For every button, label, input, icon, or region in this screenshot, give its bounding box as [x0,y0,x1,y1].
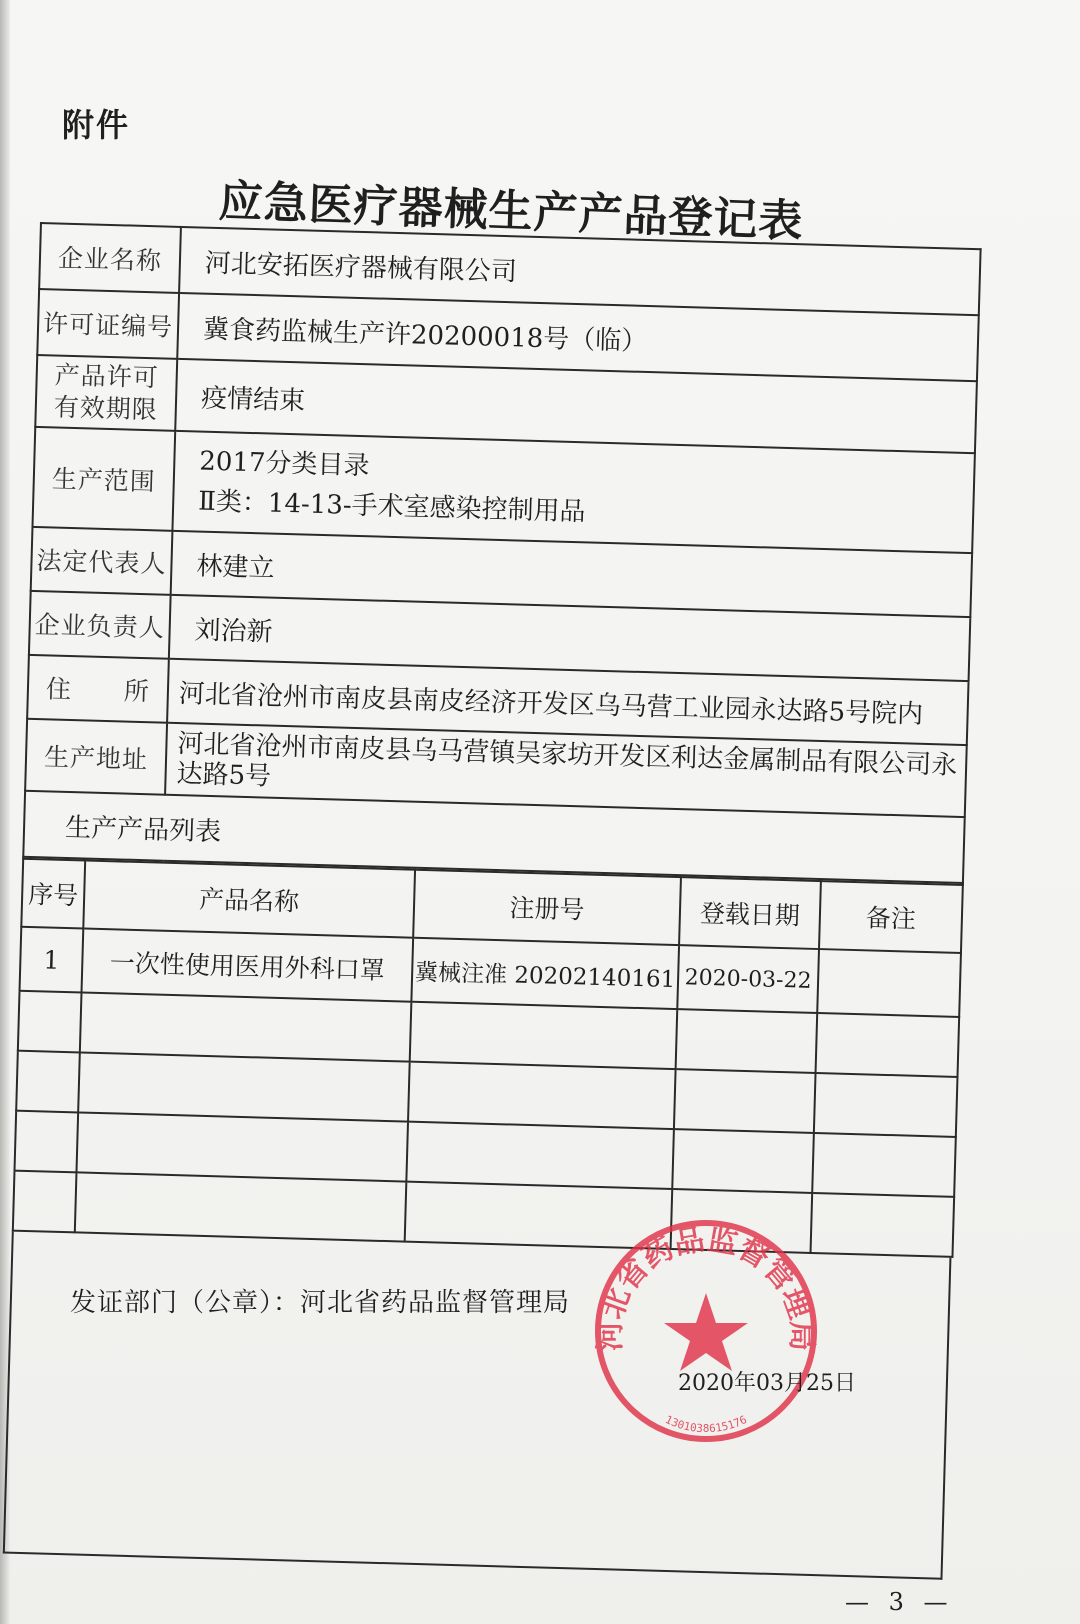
blank-cell [406,1122,674,1189]
blank-cell [812,1133,956,1197]
blank-cell [814,1073,958,1137]
cell-product-name: 一次性使用医用外科口罩 [82,928,414,1001]
blank-cell [816,1013,960,1077]
blank-cell [674,1069,816,1133]
blank-cell [78,1052,410,1121]
validity-value: 疫情结束 [175,359,977,453]
issue-date: 2020年03月25日 [678,1371,856,1396]
product-list-title: 生产产品列表 [23,791,964,883]
validity-label-line1: 产品许可 [54,360,160,393]
cell-index: 1 [20,927,84,993]
scope-label: 生产范围 [32,427,175,531]
column-header-index: 序号 [21,859,85,929]
validity-label-line2: 有效期限 [53,392,159,425]
company-name-label: 企业名称 [39,223,181,293]
form-title: 应急医疗器械生产产品登记表 [217,175,805,248]
page-number: — 3 — [845,1588,954,1616]
company-name-value: 河北安拓医疗器械有限公司 [179,227,981,315]
license-no-value: 冀食药监械生产许20200018号（临） [177,293,979,381]
seal-star-icon [664,1293,748,1371]
blank-cell [13,1171,77,1233]
blank-cell [80,992,412,1061]
product-list-table [12,858,964,1258]
production-address-label: 生产地址 [25,719,167,795]
blank-cell [18,991,82,1053]
legal-rep-value: 林建立 [171,531,972,617]
column-header-listing-date: 登载日期 [679,877,821,949]
blank-cell [16,1051,80,1113]
domicile-value: 河北省沧州市南皮县南皮经济开发区乌马营工业园永达路5号院内 [167,659,968,745]
blank-cell [76,1112,408,1181]
column-header-remarks: 备注 [819,881,963,953]
column-header-registration-no: 注册号 [413,870,681,945]
cell-registration-no: 冀械注准 20202140161 [411,938,679,1009]
domicile-label: 住 所 [27,655,169,723]
person-in-charge-value: 刘治新 [169,595,970,681]
blank-cell [408,1062,676,1129]
person-in-charge-label: 企业负责人 [29,591,171,659]
blank-cell [410,1002,678,1069]
scope-line-2: Ⅱ类：14-13-手术室感染控制用品 [197,486,586,528]
blank-cell [75,1172,407,1241]
issuing-department: 发证部门（公章）：河北省药品监督管理局 [70,1288,571,1318]
legal-rep-label: 法定代表人 [31,527,173,595]
license-no-label: 许可证编号 [37,289,179,359]
registration-table [22,222,981,884]
cell-listing-date: 2020-03-22 [677,945,819,1013]
production-address-value: 河北省沧州市南皮县乌马营镇吴家坊开发区利达金属制品有限公司永达路5号 [165,723,967,817]
blank-cell [672,1129,814,1193]
cell-remarks [817,949,961,1017]
column-header-product-name: 产品名称 [83,861,415,938]
blank-cell [15,1111,79,1173]
blank-cell [811,1193,955,1257]
seal-number: 1301038615176 [663,1413,749,1436]
validity-label [35,355,177,431]
blank-cell [676,1009,818,1073]
official-seal-stamp [590,1215,822,1447]
scope-line-1: 2017分类目录 [198,446,370,482]
attachment-label: 附件 [62,106,131,144]
seal-text: 河北省药品监督管理局 [592,1222,820,1352]
